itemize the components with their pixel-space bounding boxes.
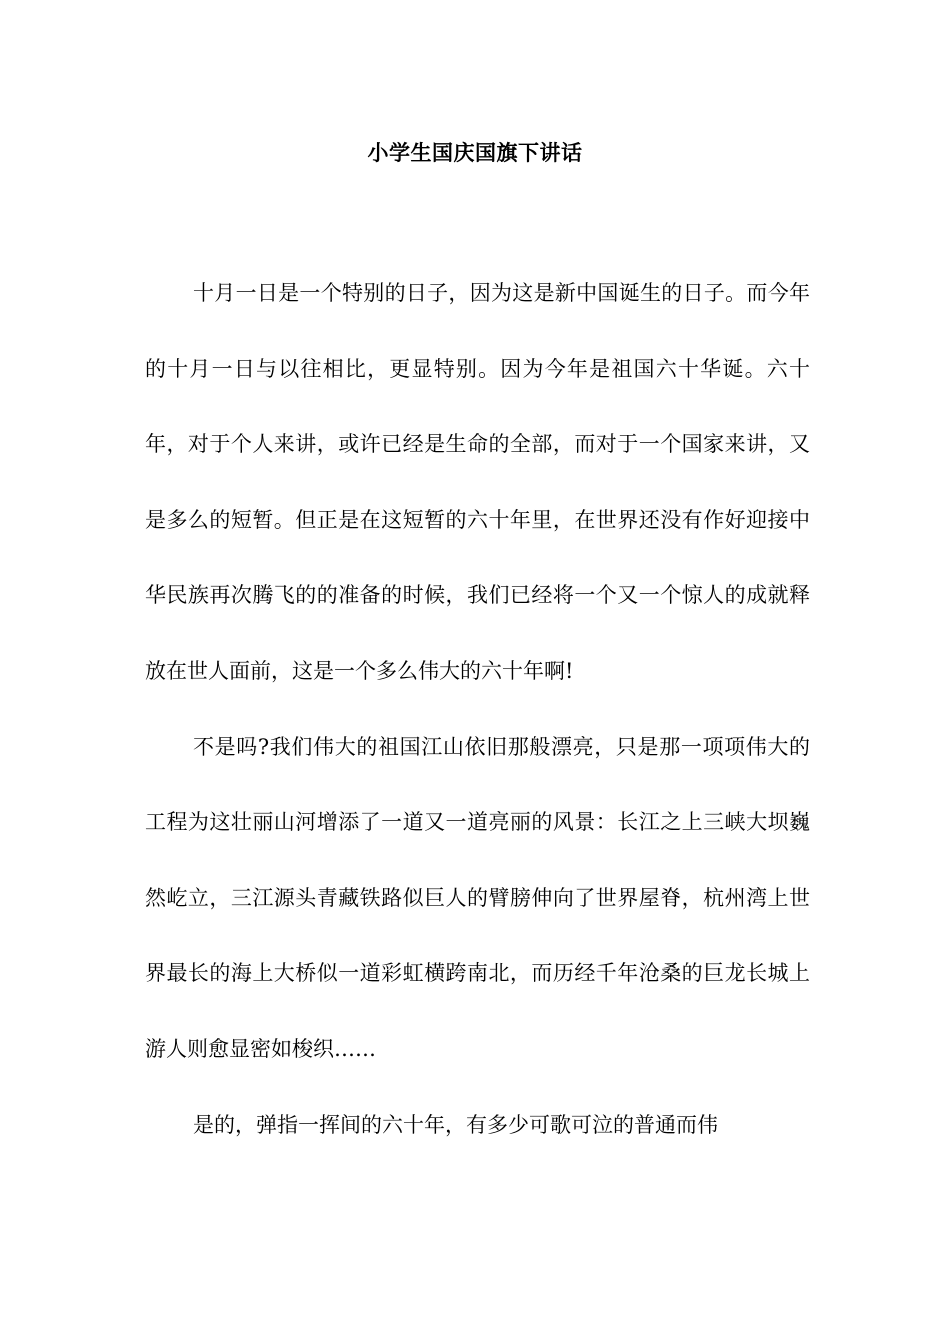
paragraph-2: 不是吗?我们伟大的祖国江山依旧那般漂亮，只是那一项项伟大的工程为这壮丽山河增添了一道又一道亮丽的风景：长江之上三峡大坝巍然屹立，三江源头青藏铁路似巨人的臂膀伸向了世界屋脊，杭州湾上世界最长的海上大桥似一道彩虹横跨南北，而历经千年沧桑的巨龙长城上游人则愈显密如梭织…… <box>145 734 810 1061</box>
paragraph-1: 十月一日是一个特别的日子，因为这是新中国诞生的日子。而今年的十月一日与以往相比，更显特别。因为今年是祖国六十华诞。六十年，对于个人来讲，或许已经是生命的全部，而对于一个国家来讲，又是多么的短暂。但正是在这短暂的六十年里，在世界还没有作好迎接中华民族再次腾飞的的准备的时候，我们已经将一个又一个惊人的成就释放在世人面前，这是一个多么伟大的六十年啊! <box>145 281 810 683</box>
paragraph-3: 是的，弹指一挥间的六十年，有多少可歌可泣的普通而伟 <box>193 1112 718 1137</box>
document-title: 小学生国庆国旗下讲话 <box>367 141 583 165</box>
document-body <box>145 256 810 1163</box>
